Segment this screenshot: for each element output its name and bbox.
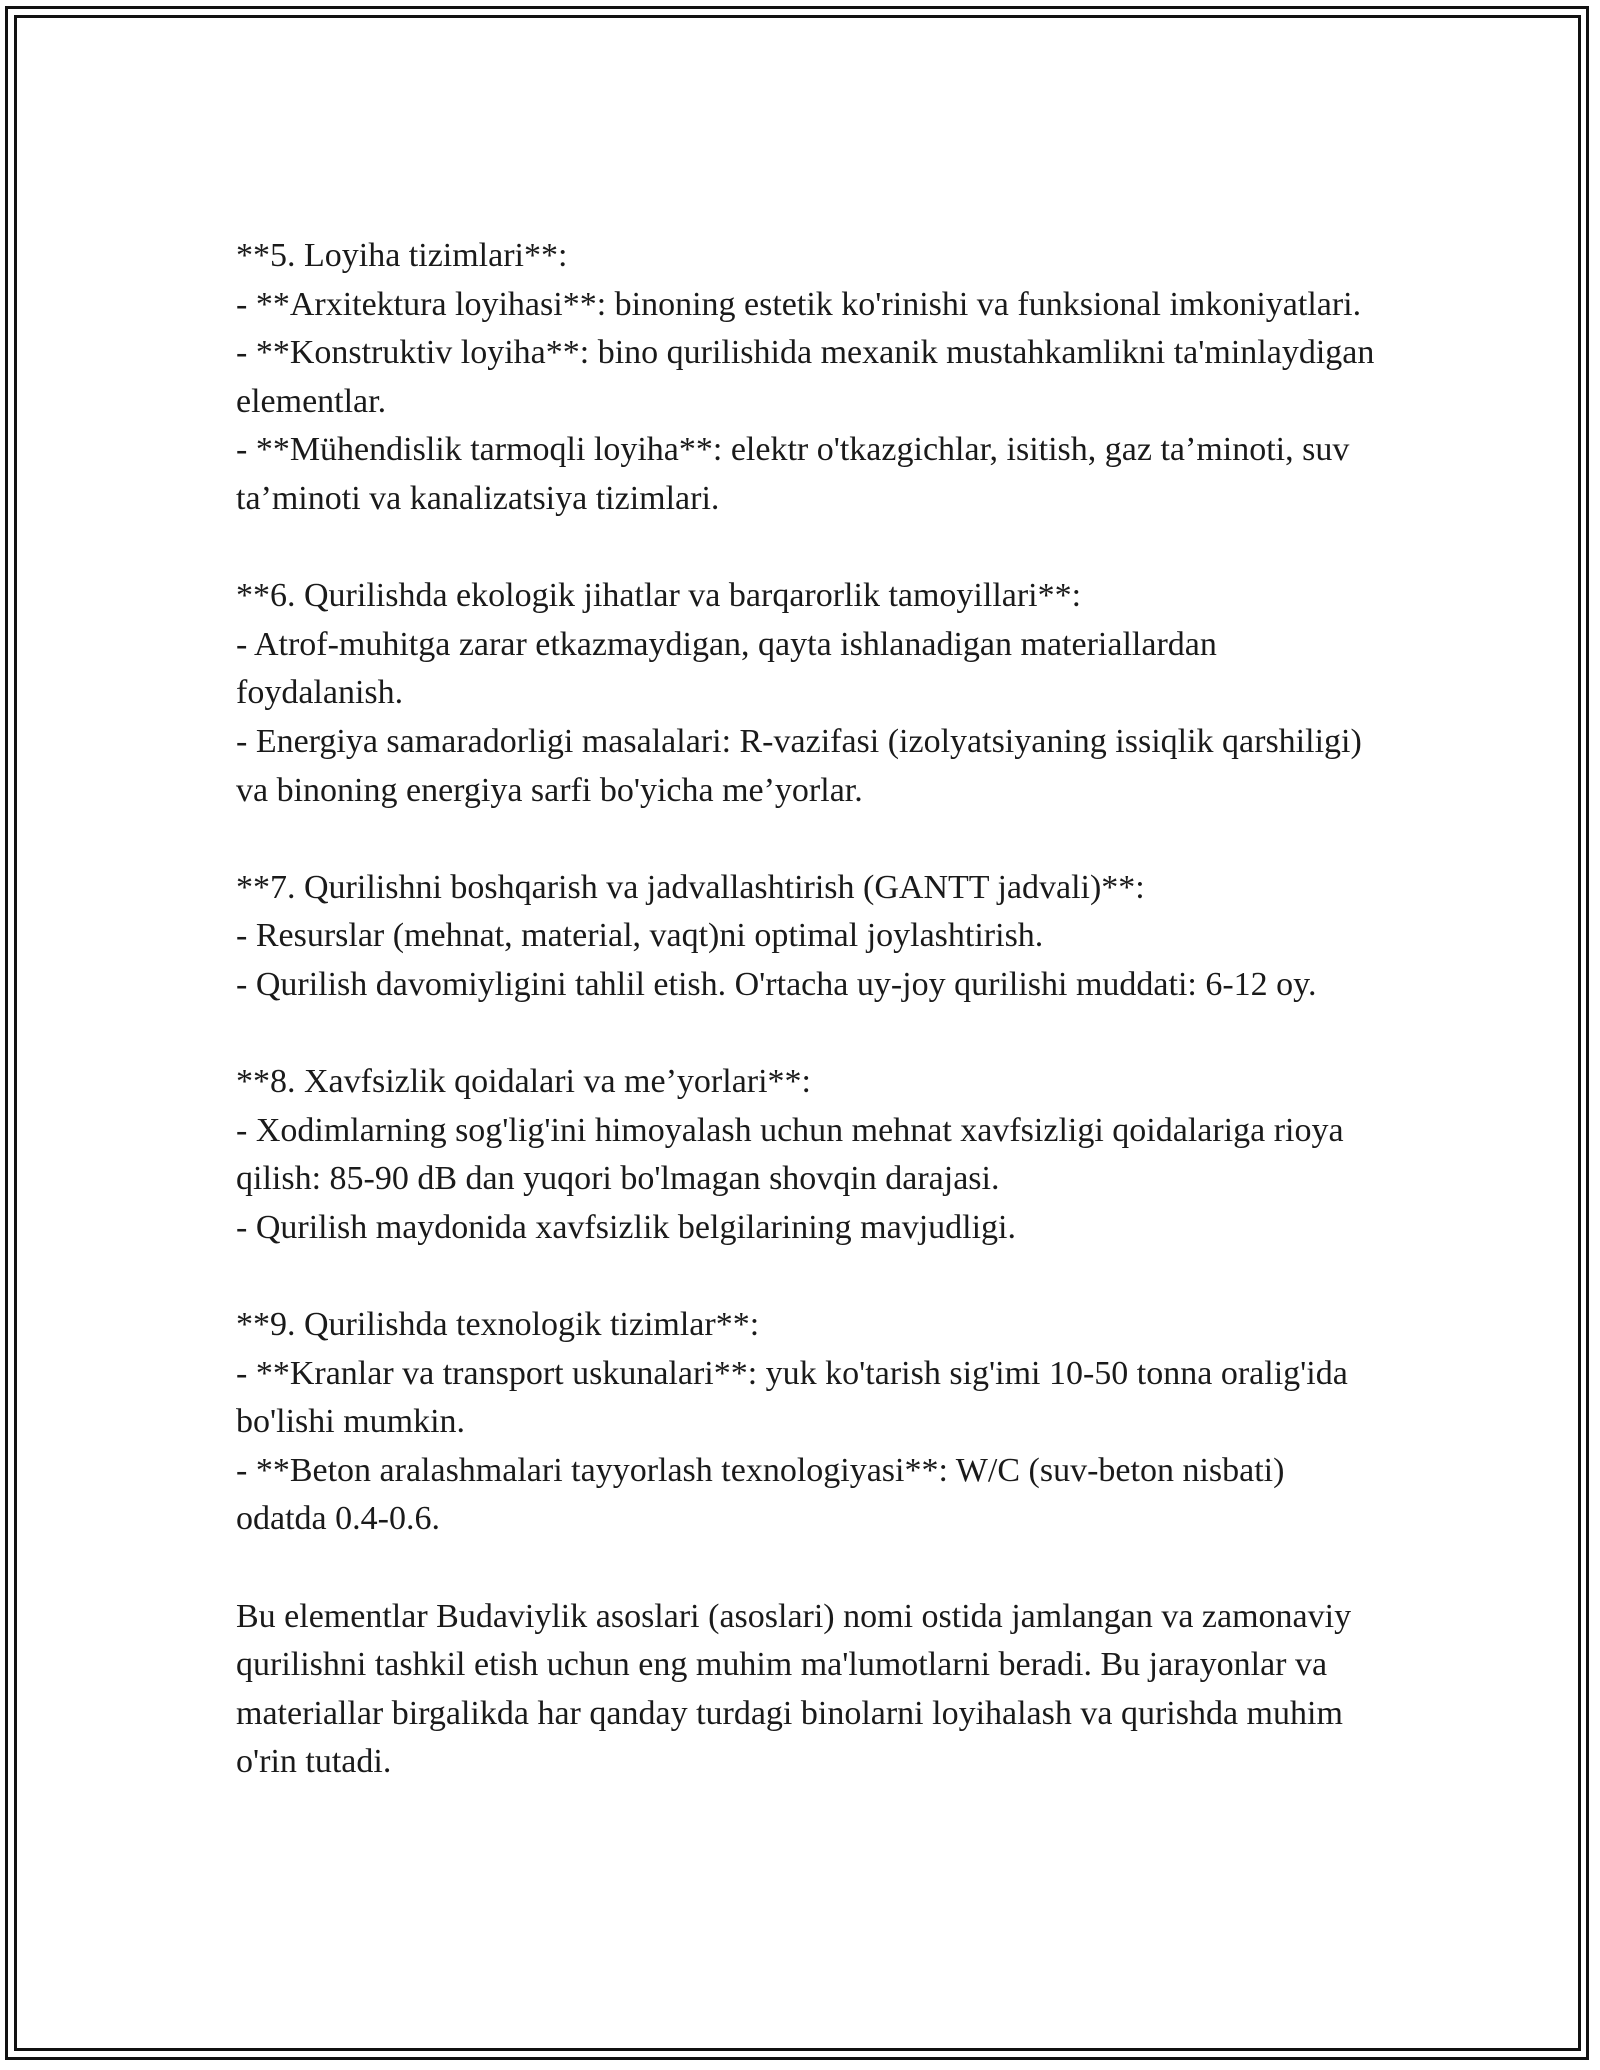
bullet-item: - Energiya samaradorligi masalalari: R-vazifasi (izolyatsiyaning issiqlik qarshiligi) va binoning energiya sarfi bo'yicha me’yorlar. bbox=[236, 722, 1371, 809]
bullet-item: - **Arxitektura loyihasi**: binoning estetik ko'rinishi va funksional imkoniyatlari. bbox=[236, 285, 1362, 323]
section-heading: **8. Xavfsizlik qoidalari va me’yorlari**: bbox=[236, 1063, 811, 1101]
bullet-item: - Atrof-muhitga zarar etkazmaydigan, qayta ishlanadigan materiallardan foydalanish. bbox=[236, 625, 1226, 712]
section-heading: **9. Qurilishda texnologik tizimlar**: bbox=[236, 1306, 760, 1344]
section-boshqarish-jadvallashtirish bbox=[236, 864, 1376, 1010]
bullet-item: - **Mühendislik tarmoqli loyiha**: elektr o'tkazgichlar, isitish, gaz ta’minoti, suv ta’minoti va kanalizatsiya tizimlari. bbox=[236, 431, 1358, 517]
section-texnologik-tizimlar bbox=[236, 1301, 1376, 1544]
section-heading: **6. Qurilishda ekologik jihatlar va barqarorlik tamoyillari**: bbox=[236, 577, 1082, 615]
bullet-item: - Xodimlarning sog'lig'ini himoyalash uchun mehnat xavfsizligi qoidalariga rioya qilish: 85-90 dB dan yuqori bo'lmagan shovqin darajasi. bbox=[236, 1111, 1353, 1198]
section-heading: **5. Loyiha tizimlari**: bbox=[236, 237, 568, 274]
bullet-item: - **Kranlar va transport uskunalari**: yuk ko'tarish sig'imi 10-50 tonna oralig'ida bo'lishi mumkin. bbox=[236, 1354, 1357, 1441]
bullet-item: - Qurilish maydonida xavfsizlik belgilarining mavjudligi. bbox=[236, 1208, 1016, 1246]
section-xavfsizlik-qoidalari bbox=[236, 1058, 1376, 1252]
section-loyiha-tizimlari bbox=[236, 232, 1383, 524]
bullet-item: - **Beton aralashmalari tayyorlash texnologiyasi**: W/C (suv-beton nisbati) odatda 0.4-0.6. bbox=[236, 1451, 1293, 1538]
section-conclusion bbox=[236, 1593, 1376, 1787]
section-heading: **7. Qurilishni boshqarish va jadvallashtirish (GANTT jadvali)**: bbox=[236, 868, 1145, 906]
bullet-item: - Qurilish davomiyligini tahlil etish. O'rtacha uy-joy qurilishi muddati: 6-12 oy. bbox=[236, 965, 1317, 1003]
bullet-item: - Resurslar (mehnat, material, vaqt)ni optimal joylashtirish. bbox=[236, 917, 1044, 955]
section-ekologik-jihatlar bbox=[236, 572, 1376, 815]
conclusion-paragraph: Bu elementlar Budaviylik asoslari (asoslari) nomi ostida jamlangan va zamonaviy qurilishni tashkil etish uchun eng muhim ma'lumotlarni beradi. Bu jarayonlar va materiallar birgalikda har qanday turdagi binolarni loyihalash va qurishda muhim o'rin tutadi. bbox=[236, 1597, 1360, 1781]
document-body bbox=[236, 232, 1383, 1787]
bullet-item: - **Konstruktiv loyiha**: bino qurilishida mexanik mustahkamlikni ta'minlaydigan elementlar. bbox=[236, 334, 1383, 420]
